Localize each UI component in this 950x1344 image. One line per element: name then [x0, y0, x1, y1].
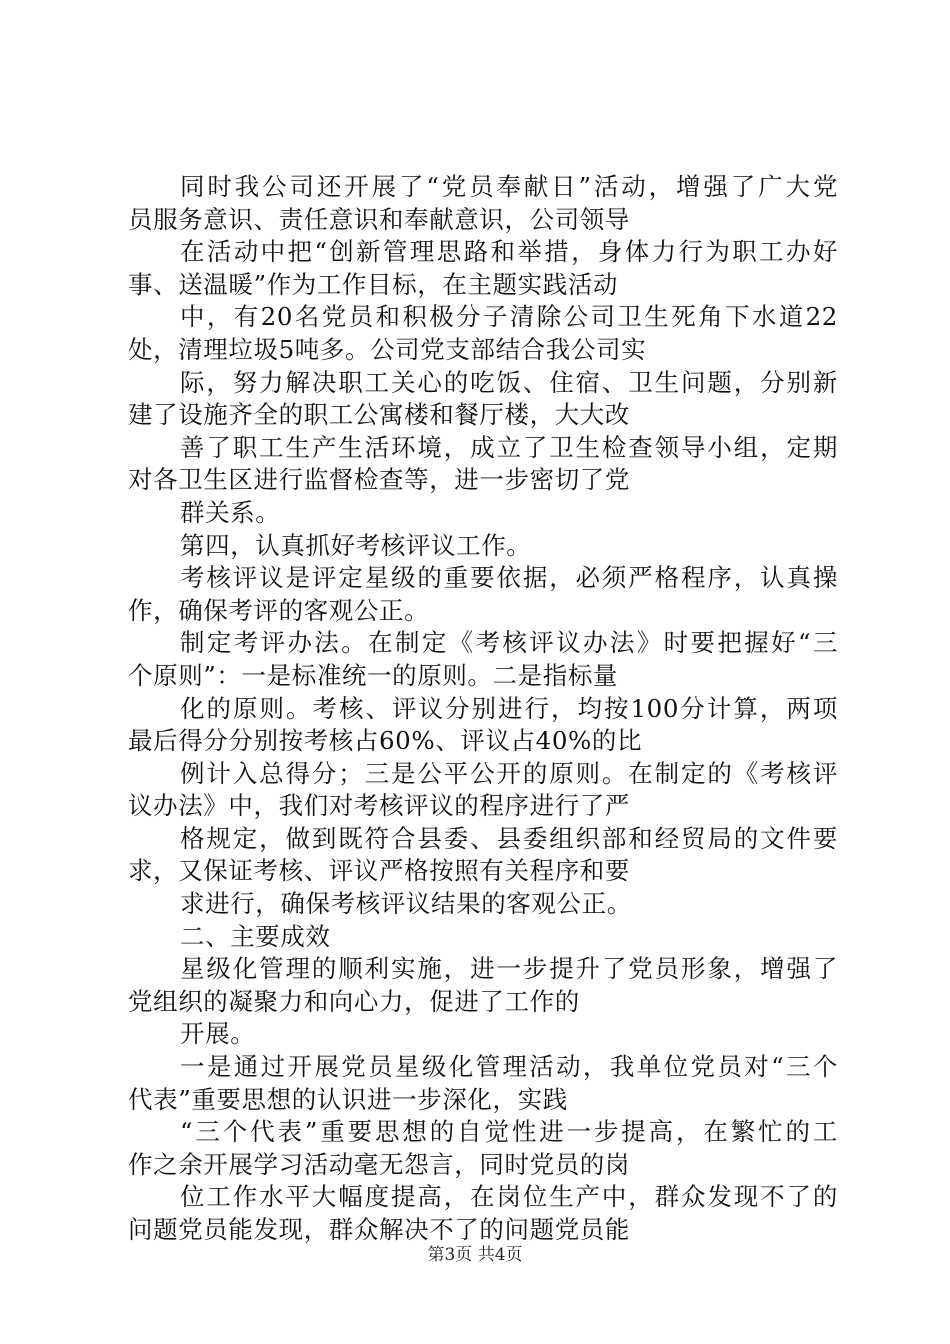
text-line: 位工作水平大幅度提高，在岗位生产中，群众发现不了的: [180, 1182, 838, 1212]
text-line: 建了设施齐全的职工公寓楼和餐厅楼，大大改: [128, 400, 630, 430]
text-line: 二、主要成效: [180, 921, 331, 951]
text-line: 在活动中把“创新管理思路和举措，身体力行为职工办好: [180, 237, 838, 267]
text-line: 最后得分分别按考核占60%、评议占40%的比: [128, 726, 643, 756]
text-line: 化的原则。考核、评议分别进行，均按100分计算，两项: [180, 693, 838, 723]
document-body: [128, 171, 838, 1247]
text-line: 议办法》中，我们对考核评议的程序进行了严: [128, 791, 630, 821]
text-line: 事、送温暖”作为工作目标，在主题实践活动: [128, 269, 619, 299]
text-line: 群关系。: [180, 497, 281, 527]
text-line: 开展。: [180, 1019, 256, 1049]
text-line: 际，努力解决职工关心的吃饭、住宿、卫生问题，分别新: [180, 367, 838, 397]
text-line: 作，确保考评的客观公正。: [128, 595, 430, 625]
text-line: 善了职工生产生活环境，成立了卫生检查领导小组，定期: [180, 432, 838, 462]
text-line: 员服务意识、责任意识和奉献意识，公司领导: [128, 204, 630, 234]
text-line: 处，清理垃圾5吨多。公司党支部结合我公司实: [128, 334, 647, 364]
text-line: 格规定，做到既符合县委、县委组织部和经贸局的文件要: [180, 823, 838, 853]
text-line: 问题党员能发现，群众解决不了的问题党员能: [128, 1215, 630, 1244]
text-line: 个原则”：一是标准统一的原则。二是指标量: [128, 660, 619, 690]
text-line: 第四，认真抓好考核评议工作。: [180, 530, 532, 560]
text-line: 对各卫生区进行监督检查等，进一步密切了党: [128, 465, 630, 495]
text-line: 考核评议是评定星级的重要依据，必须严格程序，认真操: [180, 563, 838, 593]
text-line: 求进行，确保考核评议结果的客观公正。: [180, 889, 632, 919]
text-line: 制定考评办法。在制定《考核评议办法》时要把握好“三: [180, 628, 838, 658]
text-line: 中，有20名党员和积极分子清除公司卫生死角下水道22: [180, 302, 838, 332]
text-line: 同时我公司还开展了“党员奉献日”活动，增强了广大党: [180, 172, 838, 201]
text-line: 一是通过开展党员星级化管理活动，我单位党员对“三个: [180, 1052, 838, 1082]
text-line: “三个代表”重要思想的自觉性进一步提高，在繁忙的工: [180, 1117, 838, 1147]
text-line: 作之余开展学习活动毫无怨言，同时党员的岗: [128, 1149, 630, 1179]
text-line: 例计入总得分；三是公平公开的原则。在制定的《考核评: [180, 758, 838, 788]
text-line: 代表”重要思想的认识进一步深化，实践: [128, 1084, 568, 1114]
text-line: 求，又保证考核、评议严格按照有关程序和要: [128, 856, 630, 886]
text-line: 党组织的凝聚力和向心力，促进了工作的: [128, 986, 580, 1016]
text-line: 星级化管理的顺利实施，进一步提升了党员形象，增强了: [180, 954, 838, 984]
page-footer: 第3页 共4页: [427, 1245, 523, 1265]
